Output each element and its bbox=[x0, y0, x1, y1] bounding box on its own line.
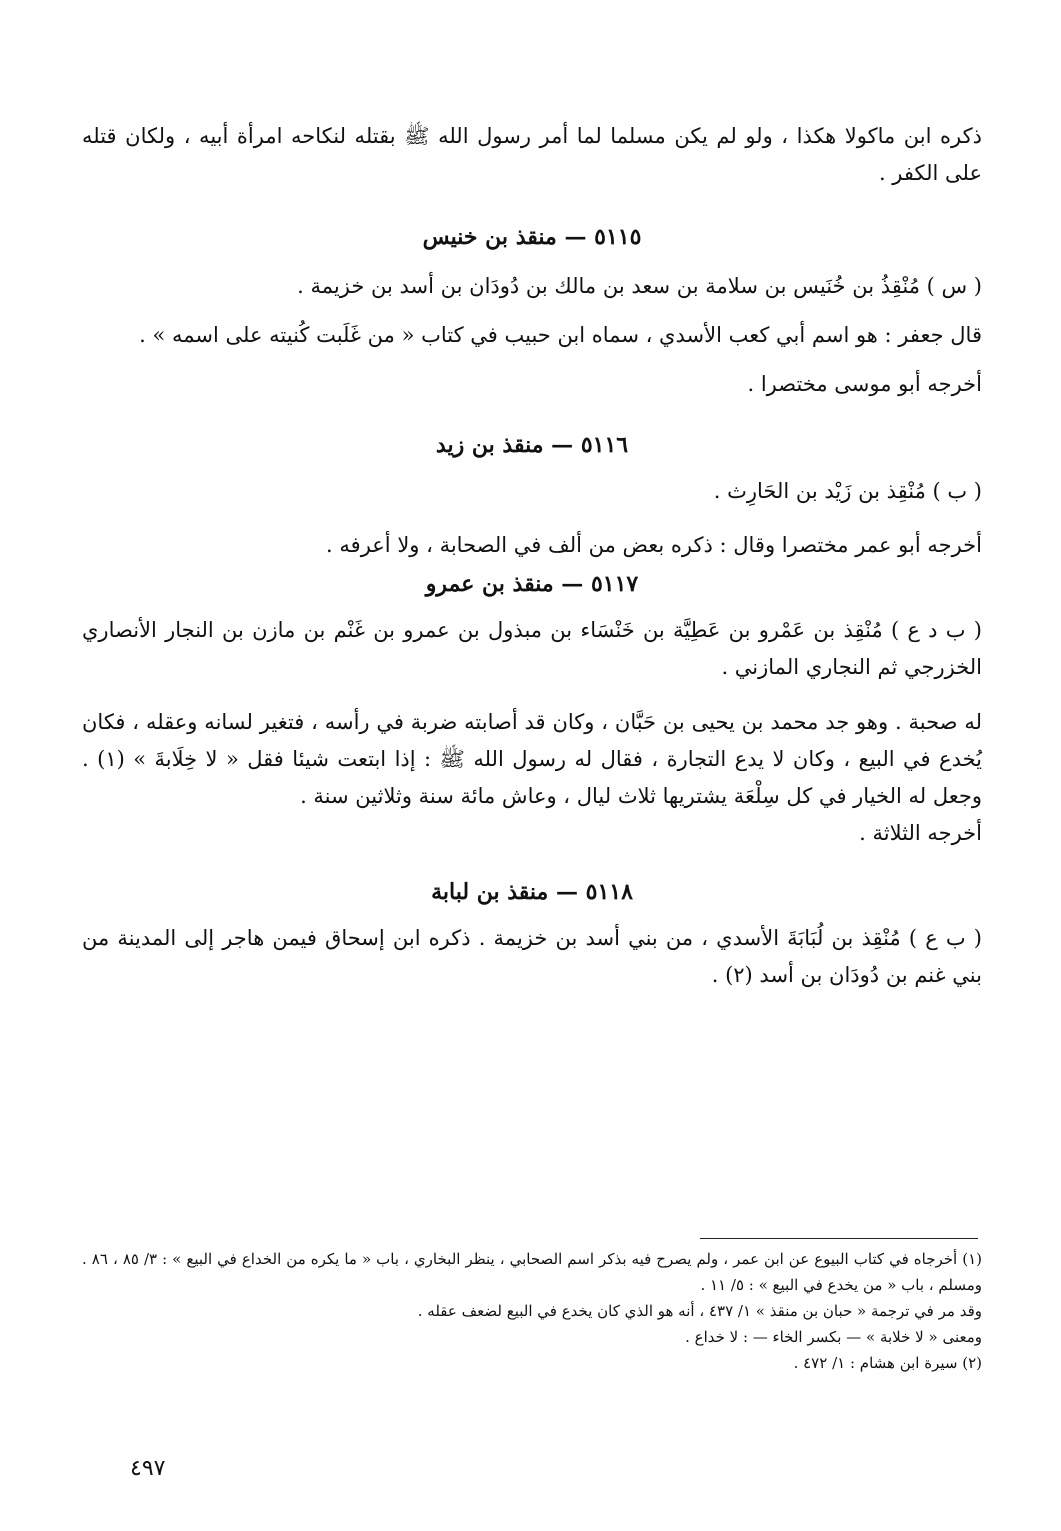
entry-paragraph: أخرجه أبو موسى مختصرا . bbox=[747, 372, 982, 396]
entry-5115 bbox=[82, 221, 982, 403]
entry-title: ٥١١٧ — منقذ بن عمرو bbox=[425, 571, 639, 597]
footnotes bbox=[82, 1246, 982, 1376]
entry-paragraph: ( س ) مُنْقِذُ بن خُنَيس بن سلامة بن سعد بن مالك بن دُودَان بن أسد بن خزيمة . bbox=[297, 274, 982, 298]
entry-5117 bbox=[82, 568, 982, 852]
intro-paragraph: ذكره ابن ماكولا هكذا ، ولو لم يكن مسلما لما أمر رسول الله ﷺ بقتله لنكاحه امرأة أبيه ، ولكان قتله على الكفر . bbox=[82, 124, 982, 185]
entry-paragraph: أخرجه الثلاثة . bbox=[859, 821, 982, 845]
footnote-divider bbox=[700, 1238, 978, 1239]
footnote: ومعنى « لا خلابة » — بكسر الخاء — : لا خداع . bbox=[685, 1328, 982, 1346]
entry-title: ٥١١٥ — منقذ بن خنيس bbox=[422, 224, 642, 250]
footnote: (٢) سيرة ابن هشام : ١/ ٤٧٢ . bbox=[793, 1354, 982, 1372]
entry-paragraph: ( ب د ع ) مُنْقِذ بن عَمْرو بن عَطِيَّة بن خَنْسَاء بن مبذول بن عمرو بن غَنْم بن مازن بن النجار الأنصاري الخزرجي ثم النجاري المازني . bbox=[82, 618, 983, 679]
entry-paragraph: ( ب ) مُنْقِذ بن زَيْد بن الحَارِث . bbox=[713, 479, 982, 503]
entry-paragraph: له صحبة . وهو جد محمد بن يحيى بن حَبَّان ، وكان قد أصابته ضربة في رأسه ، فتغير لسانه وعقله ، فكان يُخدع في البيع ، وكان لا يدع التجارة ، فقال له رسول الله ﷺ : إذا ابتعت شيئا فقل « لا خِلَابةَ » (١) . وجعل له الخيار في كل سِلْعَة يشتريها ثلاث ليال ، وعاش مائة سنة وثلاثين سنة . bbox=[82, 710, 982, 808]
entry-5118 bbox=[82, 876, 982, 994]
page-number: ٤٩٧ bbox=[130, 1456, 166, 1481]
entry-paragraph: ( ب ع ) مُنْقِذ بن لُبَابَةَ الأسدي ، من بني أسد بن خزيمة . ذكره ابن إسحاق فيمن هاجر إلى المدينة من بني غنم بن دُودَان بن أسد (٢) . bbox=[82, 926, 982, 987]
entry-title: ٥١١٦ — منقذ بن زيد bbox=[435, 432, 629, 458]
entry-paragraph: قال جعفر : هو اسم أبي كعب الأسدي ، سماه ابن حبيب في كتاب « من غَلَبت كُنيته على اسمه » . bbox=[139, 323, 982, 347]
entry-paragraph: أخرجه أبو عمر مختصرا وقال : ذكره بعض من ألف في الصحابة ، ولا أعرفه . bbox=[326, 533, 982, 557]
page-body bbox=[82, 118, 982, 994]
footnote: وقد مر في ترجمة « حبان بن منقذ » ١/ ٤٣٧ ، أنه هو الذي كان يخدع في البيع لضعف عقله . bbox=[417, 1302, 982, 1320]
footnote: (١) أخرجاه في كتاب البيوع عن ابن عمر ، ولم يصرح فيه بذكر اسم الصحابي ، ينظر البخاري ، باب « ما يكره من الخداع في البيع » : ٣/ ٨٥ ، ٨٦ . ومسلم ، باب « من يخدع في البيع » : ٥/ ١١ . bbox=[82, 1250, 982, 1294]
entry-5116 bbox=[82, 429, 982, 564]
entry-title: ٥١١٨ — منقذ بن لبابة bbox=[431, 879, 633, 905]
